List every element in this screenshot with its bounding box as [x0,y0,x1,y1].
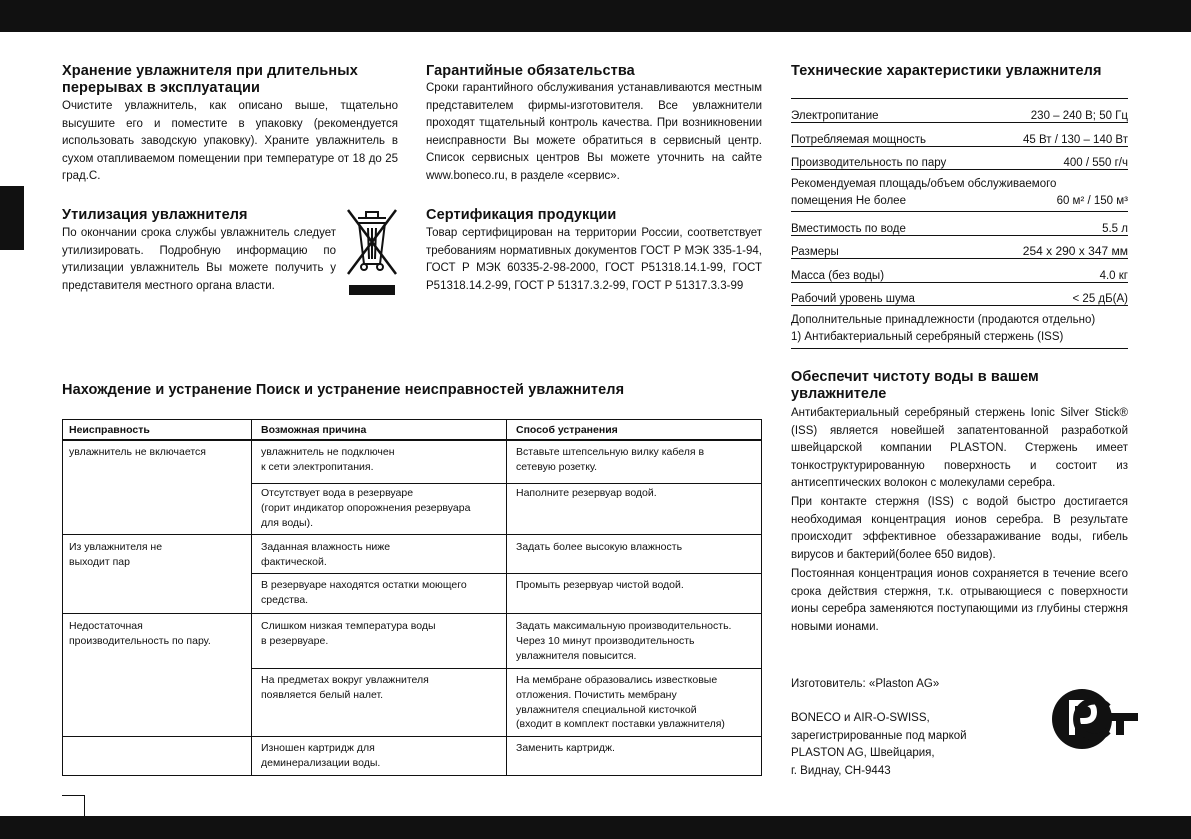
cause-cell: На предметах вокруг увлажнителя появляется белый налет. [261,674,429,701]
spec-row: Масса (без воды) 4.0 кг [791,263,1128,283]
disposal-title: Утилизация увлажнителя [62,207,248,223]
fault-cell: Недостаточная производительность по пару. [69,620,211,647]
top-bar [0,0,1191,32]
table-rule [63,613,761,614]
solution-cell: Заменить картридж. [516,742,615,754]
cause-cell: Заданная влажность ниже фактической. [261,541,391,568]
solution-cell: Задать более высокую влажность [516,541,683,553]
spec-row: Вместимость по воде 5.5 л [791,216,1128,236]
storage-title: Хранение увлажнителя при длительных перерывах в эксплуатации [62,63,358,96]
water-title: Обеспечит чистоту воды в вашем увлажнителе [791,369,1039,402]
troubleshooting-title: Нахождение и устранение Поиск и устранение неисправностей увлажнителя [62,382,625,398]
cause-cell: увлажнитель не подключен к сети электропитания. [261,446,395,473]
table-header: Возможная причина [261,424,367,436]
specs-title: Технические характеристики увлажнителя [791,63,1102,79]
spec-accessories: Дополнительные принадлежности (продаются отдельно) 1) Антибактериальный серебряный стержень (ISS) [791,312,1128,349]
manufacturer-brands: BONECO и AIR-O-SWISS, зарегистрированные под маркой PLASTON AG, Швейцария, г. Виднау, CH-9443 [791,712,967,777]
spec-row: Рабочий уровень шума < 25 дБ(А) [791,286,1128,306]
spec-row: Размеры 254 x 290 x 347 мм [791,239,1128,259]
water-para-2: При контакте стержня (ISS) с водой быстро достигается необходимая концентрация ионов серебра. В результате происходит эффективное обеззараживание воды, гибель вирусов и бактерий(более 650 видов). [791,496,1128,561]
table-rule [506,420,507,775]
solution-cell: Задать максимальную производительность. Через 10 минут производительность увлажнителя повысится. [516,620,732,662]
fault-cell: Из увлажнителя не выходит пар [69,541,163,568]
spec-row: Производительность по пару 400 / 550 г/ч [791,150,1128,170]
disposal-body: По окончании срока службы увлажнитель следует утилизировать. Подробную информацию по утилизации увлажнитель Вы можете получить у представителя местного органа власти. [62,227,336,292]
table-rule [63,439,761,441]
certification-title: Сертификация продукции [426,207,617,223]
side-tab [0,186,24,250]
spec-row: Электропитание 230 – 240 В; 50 Гц [791,103,1128,123]
solution-cell: Вставьте штепсельную вилку кабеля в сетевую розетку. [516,446,705,473]
cause-cell: Слишком низкая температура воды в резервуаре. [261,620,436,647]
warranty-title: Гарантийные обязательства [426,63,635,79]
page-corner-mark [62,795,85,818]
storage-body: Очистите увлажнитель, как описано выше, тщательно высушите его и поместите в упаковку (рекомендуется использовать заводскую упаковку). Храните увлажнитель в сухом отапливаемом помещении при температуре от 18 до 25 град.С. [62,100,398,183]
cause-cell: Изношен картридж для деминерализации воды. [261,742,381,769]
spec-row: Потребляемая мощность 45 Вт / 130 – 140 Вт [791,127,1128,147]
water-para-3: Постоянная концентрация ионов сохраняется в течение всего срока действия стержня, т.к. отрывающиеся с поверхности ионы серебра заменяются поступающими из глубины стержня новыми ионами. [791,568,1128,633]
troubleshooting-table [62,419,762,776]
cause-cell: В резервуаре находятся остатки моющего средства. [261,579,467,606]
crossed-bin-icon [344,206,400,296]
water-para-1: Антибактериальный серебряный стержень Ionic Silver Stick® (ISS) является новейшей запатентованной разработкой швейцарской компании PLASTON. Стержень имеет тонкоструктурированную поверхность и состоит из антисептических волокон с молекулами серебра. [791,407,1128,490]
specs-top-rule [791,98,1128,99]
certification-body: Товар сертифицирован на территории России, соответствует требованиям нормативных документов ГОСТ Р МЭК 335-1-94, ГОСТ Р МЭК 60335-2-98-2000, ГОСТ Р51318.14.1-99, ГОСТ Р51318.14.2-99, ГОСТ Р 51317.3.2-99, ГОСТ Р 51317.3.3-99 [426,227,762,292]
table-header: Неисправность [69,424,150,436]
rst-certification-logo [1050,687,1140,751]
table-rule [63,736,761,737]
warranty-body: Сроки гарантийного обслуживания устанавливаются местным представителем фирмы-изготовителя. Все увлажнители проходят тщательный контроль качества. При возникновении неисправности Вы можете обратиться в сервисный центр. Список сервисных центров Вы можете уточнить на сайте www.boneco.ru, в разделе «сервис». [426,82,762,182]
solution-cell: Наполните резервуар водой. [516,487,657,499]
manufacturer-line: Изготовитель: «Plaston AG» [791,678,940,690]
table-rule [63,534,761,535]
bottom-bar [0,816,1191,839]
fault-cell: увлажнитель не включается [69,446,206,458]
table-rule [251,420,252,775]
table-header: Способ устранения [516,424,618,436]
solution-cell: На мембране образовались известковые отложения. Почистить мембрану увлажнителя специальной кисточкой (входит в комплект поставки увлажнителя) [516,674,725,731]
cause-cell: Отсутствует вода в резервуаре (горит индикатор опорожнения резервуара для воды). [261,487,471,529]
spec-row: Рекомендуемая площадь/объем обслуживаемого помещения Не более 60 м² / 150 м³ [791,176,1128,212]
solution-cell: Промыть резервуар чистой водой. [516,579,684,591]
